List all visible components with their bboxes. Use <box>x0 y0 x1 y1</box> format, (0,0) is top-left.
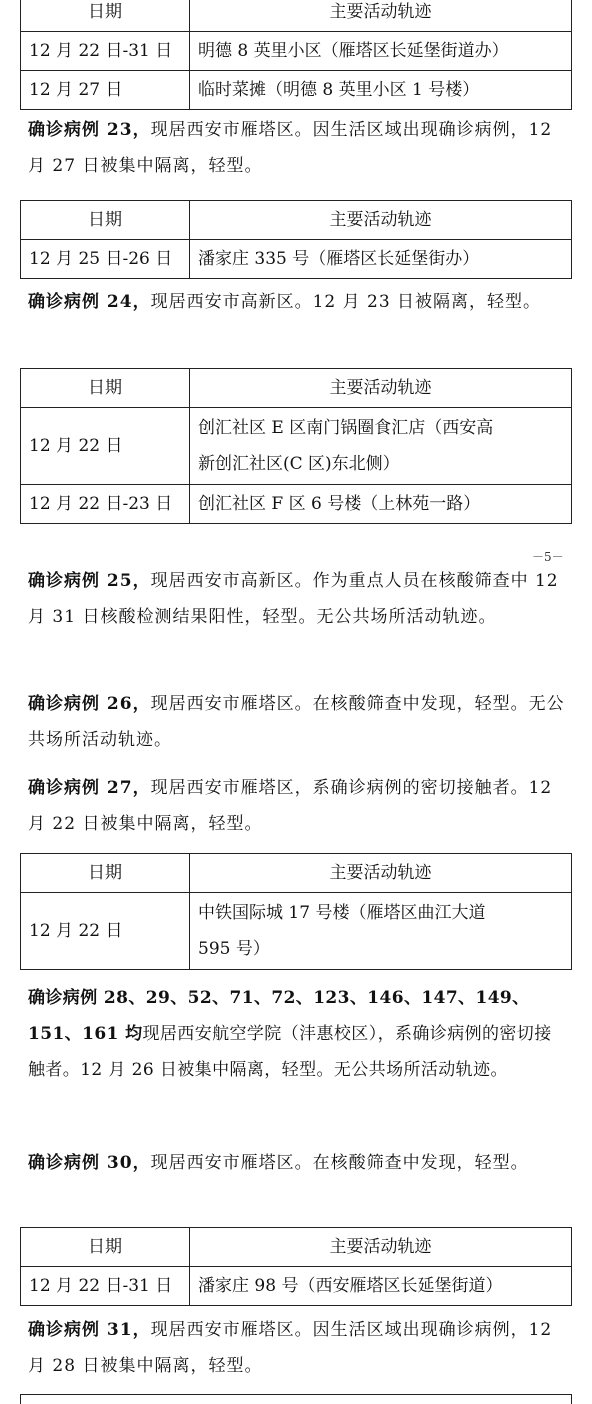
row-date: 12 月 25 日-26 日 <box>21 240 190 279</box>
table-row <box>21 893 572 970</box>
row-date: 12 月 22 日-31 日 <box>21 32 190 71</box>
case-24-paragraph <box>28 284 568 320</box>
header-trace: 主要活动轨迹 <box>190 854 572 893</box>
row-trace <box>190 408 572 485</box>
row-trace-line: 中铁国际城 17 号楼（雁塔区曲江大道 <box>198 903 486 923</box>
case-label: 确诊病例 26， <box>28 694 151 714</box>
header-trace: 主要活动轨迹 <box>190 1228 572 1267</box>
row-trace: 潘家庄 98 号（西安雁塔区长延堡街道） <box>190 1267 572 1306</box>
case-text: 现居西安市高新区。12 月 23 日被隔离，轻型。 <box>150 292 542 312</box>
case-30-paragraph <box>28 1145 568 1181</box>
trajectory-table-5 <box>20 1227 572 1306</box>
case-label: 确诊病例 24， <box>28 292 151 312</box>
row-trace: 潘家庄 335 号（雁塔区长延堡街办） <box>190 240 572 279</box>
table-row <box>21 32 572 71</box>
row-trace-line: 创汇社区 E 区南门锅圈食汇店（西安高 <box>198 418 494 438</box>
table-row <box>21 408 572 485</box>
row-date: 12 月 27 日 <box>21 71 190 110</box>
trajectory-table-3 <box>20 368 572 524</box>
table-header-row <box>21 0 572 32</box>
case-label: 确诊病例 28、29、52、71、72、123、146、147、149、151、161 均 <box>28 988 530 1044</box>
case-23-paragraph <box>28 112 568 184</box>
case-label: 确诊病例 31， <box>28 1320 151 1340</box>
table-row <box>21 71 572 110</box>
row-date: 12 月 22 日 <box>21 893 190 970</box>
page-number: －5－ <box>532 550 564 564</box>
case-25-paragraph <box>28 563 568 635</box>
case-text: 现居西安市雁塔区。因生活区域出现确诊病例，12 月 27 日被集中隔离，轻型。 <box>28 120 553 176</box>
table-header-row <box>21 201 572 240</box>
header-date: 日期 <box>21 854 190 893</box>
table-header-row <box>21 1228 572 1267</box>
case-label: 确诊病例 25， <box>28 571 151 591</box>
case-text: 现居西安航空学院（沣惠校区），系确诊病例的密切接触者。12 月 26 日被集中隔离，轻型。无公共场所活动轨迹。 <box>28 1024 552 1080</box>
row-trace: 明德 8 英里小区（雁塔区长延堡街道办） <box>190 32 572 71</box>
row-trace: 临时菜摊（明德 8 英里小区 1 号楼） <box>190 71 572 110</box>
row-date: 12 月 22 日-31 日 <box>21 1267 190 1306</box>
table-row <box>21 1267 572 1306</box>
case-text: 现居西安市雁塔区，系确诊病例的密切接触者。12 月 22 日被集中隔离，轻型。 <box>28 778 553 834</box>
case-28-paragraph <box>28 980 568 1088</box>
header-date: 日期 <box>21 0 190 32</box>
header-date: 日期 <box>21 1228 190 1267</box>
header-trace: 主要活动轨迹 <box>190 0 572 32</box>
row-trace <box>190 893 572 970</box>
case-31-paragraph <box>28 1312 568 1384</box>
case-label: 确诊病例 27， <box>28 778 151 798</box>
next-table-edge <box>20 1394 572 1404</box>
trajectory-table-1 <box>20 0 572 110</box>
header-date: 日期 <box>21 201 190 240</box>
case-label: 确诊病例 23， <box>28 120 151 140</box>
trajectory-table-2 <box>20 200 572 279</box>
row-trace: 创汇社区 F 区 6 号楼（上林苑一路） <box>190 485 572 524</box>
table-row <box>21 485 572 524</box>
case-26-paragraph <box>28 686 568 758</box>
row-trace-line: 595 号） <box>198 939 270 959</box>
case-27-paragraph <box>28 770 568 842</box>
case-label: 确诊病例 30， <box>28 1153 151 1173</box>
header-trace: 主要活动轨迹 <box>190 201 572 240</box>
table-header-row <box>21 854 572 893</box>
row-date: 12 月 22 日-23 日 <box>21 485 190 524</box>
header-trace: 主要活动轨迹 <box>190 369 572 408</box>
case-text: 现居西安市雁塔区。在核酸筛查中发现，轻型。 <box>150 1153 529 1173</box>
case-text: 现居西安市高新区。作为重点人员在核酸筛查中 12 月 31 日核酸检测结果阳性，轻型。无公共场所活动轨迹。 <box>28 571 559 627</box>
case-text: 现居西安市雁塔区。在核酸筛查中发现，轻型。无公共场所活动轨迹。 <box>28 694 565 750</box>
table-header-row <box>21 369 572 408</box>
case-text: 现居西安市雁塔区。因生活区域出现确诊病例，12 月 28 日被集中隔离，轻型。 <box>28 1320 553 1376</box>
trajectory-table-4 <box>20 853 572 970</box>
header-date: 日期 <box>21 369 190 408</box>
row-date: 12 月 22 日 <box>21 408 190 485</box>
table-row <box>21 240 572 279</box>
row-trace-line: 新创汇社区(C 区)东北侧） <box>198 454 400 474</box>
